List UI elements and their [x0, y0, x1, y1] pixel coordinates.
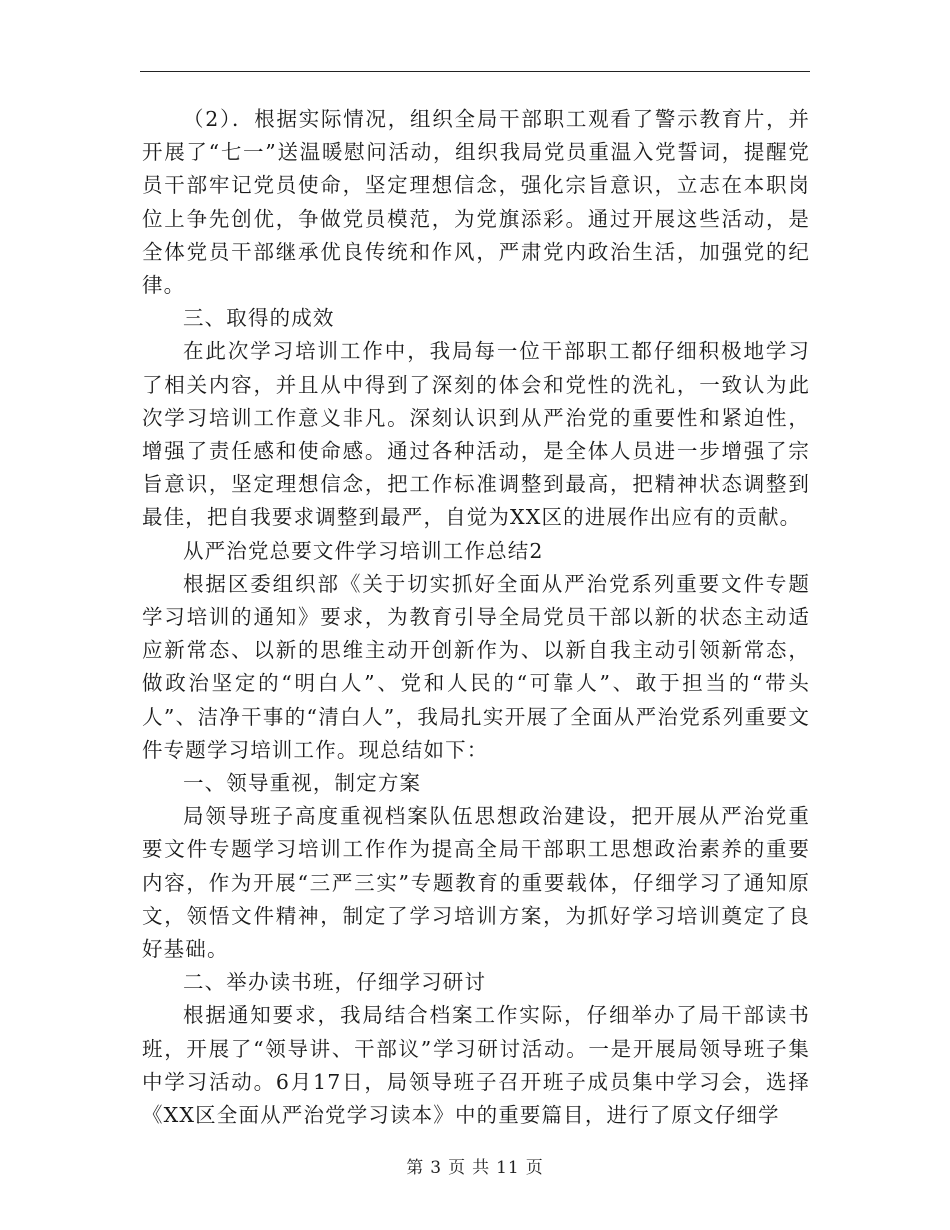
- header-rule: [140, 71, 810, 72]
- page-label-total-prefix: 共: [472, 1158, 491, 1178]
- total-pages-number: 11: [496, 1158, 520, 1178]
- current-page-number: 3: [430, 1158, 443, 1178]
- document-subtitle: 从严治党总要文件学习培训工作总结2: [183, 538, 544, 563]
- paragraph: 根据区委组织部《关于切实抓好全面从严治党系列重要文件专题学习培训的通知》要求，为教育引导全局党员干部以新的状态主动适应新常态、以新的思维主动开创新作为、以新自我主动引领新常态，做政治坚定的“明白人”、党和人民的“可靠人”、敢于担当的“带头人”、洁净干事的“清白人”，我局扎实开展了全面从严治党系列重要文件专题学习培训工作。现总结如下：: [142, 571, 810, 762]
- section-heading: 三、取得的成效: [183, 306, 335, 331]
- paragraph: （2）．根据实际情况，组织全局干部职工观看了警示教育片，并开展了“七一”送温暖慰问活动，组织我局党员重温入党誓词，提醒党员干部牢记党员使命，坚定理想信念，强化宗旨意识，立志在本职岗位上争先创优，争做党员模范，为党旗添彩。通过开展这些活动，是全体党员干部继承优良传统和作风，严肃党内政治生活，加强党的纪律。: [142, 107, 810, 298]
- section-heading: 二、举办读书班，仔细学习研讨: [183, 970, 487, 995]
- page-label-prefix: 第: [406, 1158, 425, 1178]
- paragraph: 在此次学习培训工作中，我局每一位干部职工都仔细积极地学习了相关内容，并且从中得到了深刻的体会和党性的洗礼，一致认为此次学习培训工作意义非凡。深刻认识到从严治党的重要性和紧迫性，增强了责任感和使命感。通过各种活动，是全体人员进一步增强了宗旨意识，坚定理想信念，把工作标准调整到最高，把精神状态调整到最佳，把自我要求调整到最严，自觉为XX区的进展作出应有的贡献。: [142, 339, 810, 530]
- page-label-mid: 页: [448, 1158, 467, 1178]
- paragraph: 局领导班子高度重视档案队伍思想政治建设，把开展从严治党重要文件专题学习培训工作作为提高全局干部职工思想政治素养的重要内容，作为开展“三严三实”专题教育的重要载体，仔细学习了通知原文，领悟文件精神，制定了学习培训方案，为抓好学习培训奠定了良好基础。: [142, 804, 810, 962]
- paragraph: 根据通知要求，我局结合档案工作实际，仔细举办了局干部读书班，开展了“领导讲、干部议”学习研讨活动。一是开展局领导班子集中学习活动。6月17日，局领导班子召开班子成员集中学习会，选择《XX区全面从严治党学习读本》中的重要篇目，进行了原文仔细学: [142, 1003, 810, 1128]
- page-label-suffix: 页: [525, 1158, 544, 1178]
- section-heading: 一、领导重视，制定方案: [183, 771, 422, 796]
- document-body: [142, 103, 810, 1132]
- page-footer: [0, 1153, 950, 1178]
